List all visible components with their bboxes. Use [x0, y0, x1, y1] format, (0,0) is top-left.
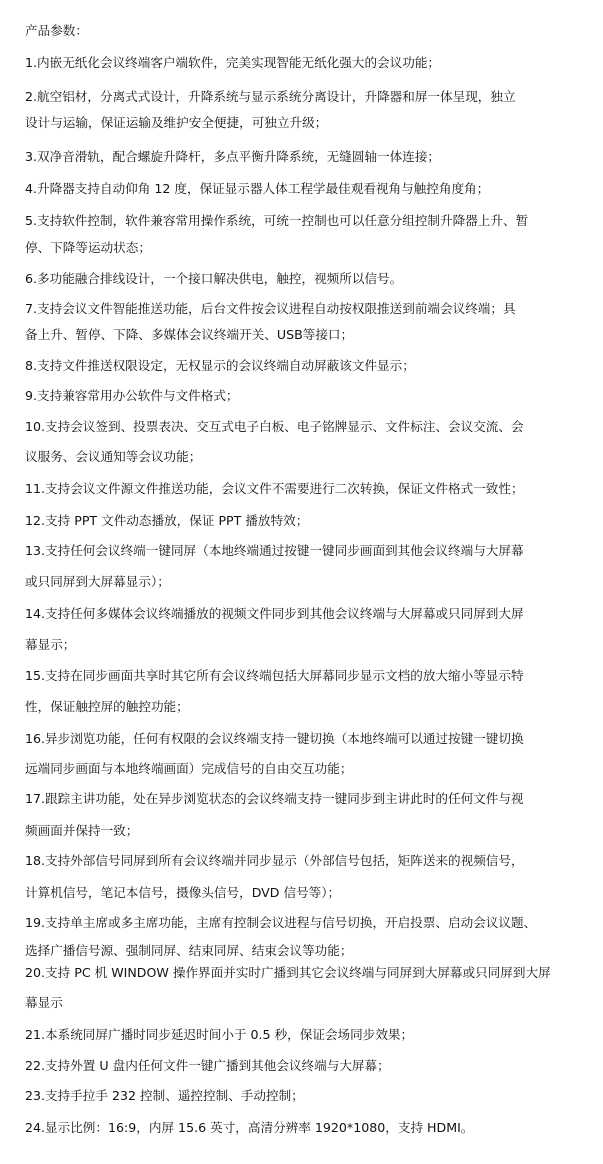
spec-line: 或只同屏到大屏幕显示）；	[25, 574, 170, 589]
spec-line: 11.支持会议文件源文件推送功能，会议文件不需要进行二次转换，保证文件格式一致性；	[25, 481, 524, 496]
spec-line: 8.支持文件推送权限设定，无权显示的会议终端自动屏蔽该文件显示；	[25, 358, 415, 373]
spec-line: 22.支持外置 U 盘内任何文件一键广播到其他会议终端与大屏幕；	[25, 1058, 390, 1073]
spec-line: 3.双净音滑轨，配合螺旋升降杆，多点平衡升降系统，无缝圆轴一体连接；	[25, 149, 441, 164]
spec-line: 频画面并保持一致；	[25, 823, 139, 838]
spec-line: 幕显示；	[25, 637, 76, 652]
spec-line: 1.内嵌无纸化会议终端客户端软件，完美实现智能无纸化强大的会议功能；	[25, 55, 441, 70]
spec-line: 2.航空铝材，分离式式设计，升降系统与显示系统分离设计，升降器和屏一体呈现，独立	[25, 89, 516, 104]
spec-line: 19.支持单主席或多主席功能，主席有控制会议进程与信号切换，开启投票、启动会议议题、	[25, 915, 537, 930]
spec-line: 16.异步浏览功能，任何有权限的会议终端支持一键切换（本地终端可以通过按键一键切换	[25, 731, 524, 746]
spec-line: 5.支持软件控制，软件兼容常用操作系统，可统一控制也可以任意分组控制升降器上升、暂	[25, 213, 529, 228]
spec-line: 13.支持任何会议终端一键同屏（本地终端通过按键一键同步画面到其他会议终端与大屏幕	[25, 543, 524, 558]
spec-line: 7.支持会议文件智能推送功能，后台文件按会议进程自动按权限推送到前端会议终端；具	[25, 301, 516, 316]
spec-line: 远端同步画面与本地终端画面）完成信号的自由交互功能；	[25, 761, 353, 776]
spec-line: 备上升、暂停、下降、多媒体会议终端开关、USB等接口；	[25, 327, 354, 342]
spec-line: 选择广播信号源、强制同屏、结束同屏、结束会议等功能；	[25, 943, 353, 958]
spec-line: 6.多功能融合排线设计，一个接口解决供电，触控，视频所以信号。	[25, 271, 403, 286]
spec-line: 计算机信号，笔记本信号，摄像头信号，DVD 信号等）；	[25, 885, 341, 900]
spec-line: 议服务、会议通知等会议功能；	[25, 449, 202, 464]
spec-line: 15.支持在同步画面共享时其它所有会议终端包括大屏幕同步显示文档的放大缩小等显示特	[25, 668, 524, 683]
spec-line: 幕显示	[25, 995, 63, 1010]
spec-line: 21.本系统同屏广播时同步延迟时间小于 0.5 秒，保证会场同步效果；	[25, 1027, 414, 1042]
spec-line: 停、下降等运动状态；	[25, 240, 151, 255]
spec-line: 17.跟踪主讲功能，处在异步浏览状态的会议终端支持一键同步到主讲此时的任何文件与视	[25, 791, 524, 806]
spec-line: 14.支持任何多媒体会议终端播放的视频文件同步到其他会议终端与大屏幕或只同屏到大屏	[25, 606, 524, 621]
spec-line: 性，保证触控屏的触控功能；	[25, 699, 189, 714]
spec-line: 10.支持会议签到、投票表决、交互式电子白板、电子铭牌显示、文件标注、会议交流、会	[25, 419, 524, 434]
spec-line: 4.升降器支持自动仰角 12 度，保证显示器人体工程学最佳观看视角与触控角度角；	[25, 181, 490, 196]
spec-line: 23.支持手拉手 232 控制、遥控控制、手动控制；	[25, 1088, 304, 1103]
spec-line: 24.显示比例：16:9，内屏 15.6 英寸，高清分辨率 1920*1080，支持 HDMI。	[25, 1120, 474, 1135]
spec-line: 9.支持兼容常用办公软件与文件格式；	[25, 388, 239, 403]
spec-line: 20.支持 PC 机 WINDOW 操作界面并实时广播到其它会议终端与同屏到大屏幕或只同屏到大屏	[25, 965, 551, 980]
page-heading: 产品参数：	[25, 23, 88, 38]
spec-line: 18.支持外部信号同屏到所有会议终端并同步显示（外部信号包括，矩阵送来的视频信号，	[25, 853, 524, 868]
spec-line: 设计与运输，保证运输及维护安全便捷，可独立升级；	[25, 115, 328, 130]
spec-line: 12.支持 PPT 文件动态播放，保证 PPT 播放特效；	[25, 513, 309, 528]
